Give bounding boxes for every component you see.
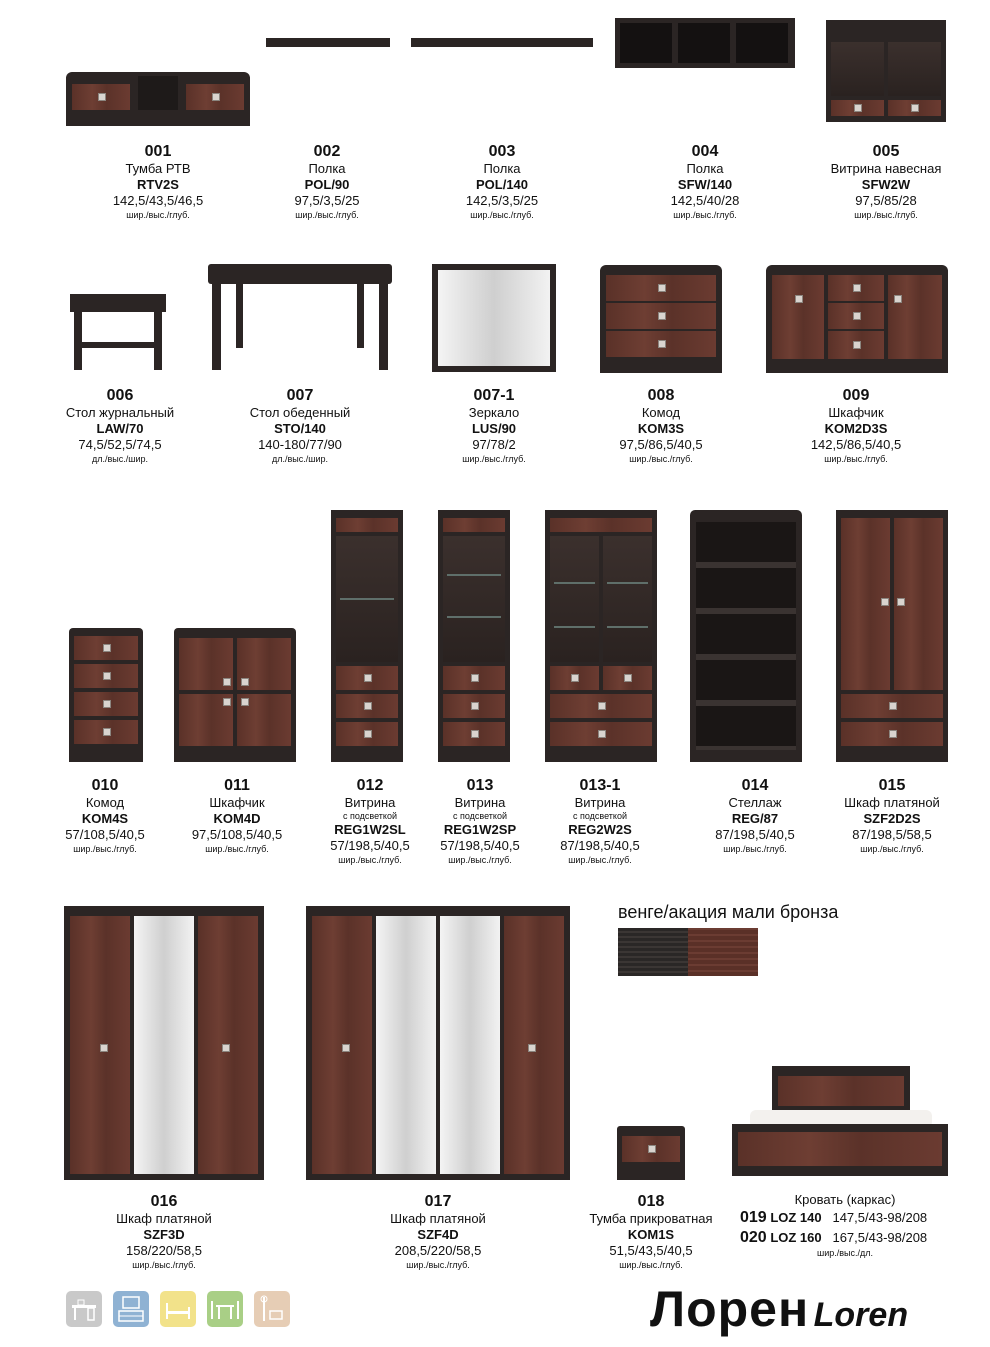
item-code: 014: [741, 777, 769, 794]
item-dims: 142,5/3,5/25: [465, 193, 539, 208]
cabinet-4-doors-image: [174, 628, 296, 762]
item-model: LAW/70: [96, 421, 144, 436]
item-code: 005: [872, 143, 900, 160]
item-model: SZF2D2S: [863, 811, 921, 826]
item-name: Шкаф платяной: [116, 1211, 212, 1226]
item-name: Шкаф платяной: [844, 795, 940, 810]
bed-row-020: [740, 1228, 950, 1248]
item-subtitle: с подсветкой: [452, 811, 507, 821]
item-name: Стол обеденный: [249, 405, 351, 420]
item-code: 017: [424, 1193, 452, 1210]
product-016: [89, 1193, 239, 1271]
item-name: Стол журнальный: [65, 405, 175, 420]
product-007-1: [419, 387, 569, 465]
item-code: 013-1: [579, 777, 621, 794]
item-dims: 97,5/86,5/40,5: [619, 437, 703, 452]
item-code: 018: [637, 1193, 665, 1210]
product-006: [45, 387, 195, 465]
item-name: Полка: [308, 161, 346, 176]
item-dims: 142,5/40/28: [670, 193, 740, 208]
item-subtitle: с подсветкой: [572, 811, 627, 821]
logo-text-en: Loren: [813, 1296, 909, 1334]
product-010: [40, 777, 170, 855]
item-model: POL/140: [475, 177, 529, 192]
item-dims: 140-180/77/90: [258, 437, 342, 452]
product-009: [781, 387, 931, 465]
item-model: SFW/140: [677, 177, 733, 192]
item-dims: 57/108,5/40,5: [65, 827, 145, 842]
item-model: REG1W2SL: [334, 822, 406, 837]
item-dims: 97,5/3,5/25: [294, 193, 360, 208]
item-unit: дл./выс./шир.: [91, 454, 148, 464]
shelf-140-image: [411, 38, 593, 47]
item-dims: 97,5/85/28: [855, 193, 917, 208]
item-name: Зеркало: [468, 405, 520, 420]
item-unit: шир./выс./глуб.: [723, 844, 787, 854]
item-code: 008: [647, 387, 675, 404]
item-dims: 87/198,5/58,5: [852, 827, 932, 842]
acacia-swatch: [688, 928, 758, 976]
item-model: LUS/90: [471, 421, 517, 436]
item-model: REG1W2SP: [443, 822, 517, 837]
item-unit: шир./выс./глуб.: [470, 210, 534, 220]
product-017: [363, 1193, 513, 1271]
bed-row-019: [740, 1208, 950, 1228]
showcase-right-image: [438, 510, 510, 762]
item-dims: 87/198,5/40,5: [715, 827, 795, 842]
item-code: 011: [224, 777, 250, 794]
item-model: SZF4D: [417, 1227, 459, 1242]
item-model: KOM3S: [637, 421, 685, 436]
product-013: [420, 777, 540, 866]
item-unit: шир./выс./глуб.: [338, 855, 402, 865]
chest-4-drawers-image: [69, 628, 143, 762]
item-dims: 142,5/86,5/40,5: [810, 437, 902, 452]
product-018: [576, 1193, 726, 1271]
item-dims: 57/198,5/40,5: [330, 838, 410, 853]
item-model: REG2W2S: [568, 822, 632, 837]
bed-unit: шир./выс./дл.: [816, 1248, 873, 1258]
bed-dims: 167,5/43-98/208: [832, 1230, 928, 1245]
color-title: венге/акация мали бронза: [618, 902, 839, 922]
item-code: 002: [313, 143, 341, 160]
chest-3-drawers-image: [600, 265, 722, 373]
item-code: 016: [150, 1193, 178, 1210]
item-unit: шир./выс./глуб.: [295, 210, 359, 220]
product-014: [690, 777, 820, 855]
item-unit: шир./выс./глуб.: [619, 1260, 683, 1270]
product-004: [630, 143, 780, 221]
item-unit: шир./выс./глуб.: [860, 844, 924, 854]
item-model: SFW2W: [861, 177, 911, 192]
product-011: [172, 777, 302, 855]
item-model: KOM2D3S: [824, 421, 888, 436]
item-unit: шир./выс./глуб.: [568, 855, 632, 865]
bookcase-image: [690, 510, 802, 762]
item-model: REG/87: [731, 811, 779, 826]
wall-shelf-image: [615, 18, 795, 68]
product-015: [827, 777, 957, 855]
tv-cabinet-icon: [113, 1291, 149, 1327]
showcase-left-image: [331, 510, 403, 762]
item-unit: шир./выс./глуб.: [448, 855, 512, 865]
item-code: 015: [878, 777, 906, 794]
bed-model: LOZ 160: [770, 1230, 822, 1245]
item-unit: шир./выс./глуб.: [126, 210, 190, 220]
item-name: Полка: [686, 161, 724, 176]
sideboard-image: [766, 265, 948, 373]
product-013-1: [540, 777, 660, 866]
item-code: 007-1: [473, 387, 515, 404]
item-name: Стеллаж: [728, 795, 782, 810]
item-unit: шир./выс./глуб.: [462, 454, 526, 464]
tv-stand-image: [66, 72, 250, 126]
product-012: [310, 777, 430, 866]
showcase-double-image: [545, 510, 657, 762]
item-model: KOM1S: [627, 1227, 675, 1242]
hanging-showcase-image: [826, 20, 946, 122]
product-002: [252, 143, 402, 221]
bed-title: Кровать (каркас): [794, 1192, 896, 1207]
item-model: KOM4S: [81, 811, 129, 826]
item-model: POL/90: [304, 177, 350, 192]
bed-model: LOZ 140: [770, 1210, 822, 1225]
item-unit: шир./выс./глуб.: [406, 1260, 470, 1270]
item-dims: 87/198,5/40,5: [560, 838, 640, 853]
item-code: 001: [144, 143, 172, 160]
item-unit: шир./выс./глуб.: [205, 844, 269, 854]
shelf-90-image: [266, 38, 390, 47]
item-name: Шкаф платяной: [390, 1211, 486, 1226]
coffee-table-image: [70, 294, 166, 370]
item-dims: 142,5/43,5/46,5: [112, 193, 204, 208]
bed-icon: [160, 1291, 196, 1327]
item-code: 009: [842, 387, 870, 404]
item-model: SZF3D: [143, 1227, 185, 1242]
nightstand-image: [617, 1126, 685, 1180]
item-unit: шир./выс./глуб.: [73, 844, 137, 854]
item-dims: 57/198,5/40,5: [440, 838, 520, 853]
product-005: [806, 143, 966, 221]
product-007: [225, 387, 375, 465]
office-desk-icon: [66, 1291, 102, 1327]
item-dims: 97/78/2: [472, 437, 516, 452]
item-name: Тумба РТВ: [125, 161, 191, 176]
item-unit: шир./выс./глуб.: [854, 210, 918, 220]
bed-info: [740, 1192, 950, 1258]
item-name: Полка: [483, 161, 521, 176]
item-model: RTV2S: [137, 177, 179, 192]
dining-table-image: [208, 264, 392, 370]
hallway-icon: [254, 1291, 290, 1327]
item-unit: шир./выс./глуб.: [673, 210, 737, 220]
item-dims: 158/220/58,5: [126, 1243, 202, 1258]
item-code: 007: [286, 387, 314, 404]
product-008: [586, 387, 736, 465]
item-dims: 51,5/43,5/40,5: [609, 1243, 693, 1258]
dining-set-icon: [207, 1291, 243, 1327]
wardrobe-2-doors-image: [836, 510, 948, 762]
item-dims: 208,5/220/58,5: [394, 1243, 482, 1258]
item-unit: шир./выс./глуб.: [132, 1260, 196, 1270]
item-unit: дл./выс./шир.: [271, 454, 328, 464]
item-code: 013: [466, 777, 494, 794]
item-code: 003: [488, 143, 516, 160]
product-003: [427, 143, 577, 221]
item-code: 004: [691, 143, 719, 160]
item-name: Комод: [85, 795, 125, 810]
product-001: [83, 143, 233, 221]
item-model: KOM4D: [213, 811, 261, 826]
item-code: 012: [356, 777, 384, 794]
item-unit: шир./выс./глуб.: [824, 454, 888, 464]
item-unit: шир./выс./глуб.: [629, 454, 693, 464]
item-name: Комод: [641, 405, 681, 420]
item-name: Витрина: [344, 795, 396, 810]
item-name: Витрина: [574, 795, 626, 810]
bed-image: [730, 1066, 950, 1180]
item-dims: 74,5/52,5/74,5: [78, 437, 162, 452]
bed-code: 019: [740, 1209, 767, 1226]
item-dims: 97,5/108,5/40,5: [191, 827, 283, 842]
item-name: Тумба прикроватная: [589, 1211, 713, 1226]
item-name: Витрина навесная: [830, 161, 942, 176]
bed-dims: 147,5/43-98/208: [832, 1210, 928, 1225]
brand-logo: [650, 1280, 908, 1338]
item-name: Шкафчик: [828, 405, 884, 420]
wardrobe-4-doors-image: [306, 906, 570, 1180]
item-name: Шкафчик: [209, 795, 265, 810]
wardrobe-3-doors-image: [64, 906, 264, 1180]
item-subtitle: с подсветкой: [342, 811, 397, 821]
bed-code: 020: [740, 1229, 767, 1246]
logo-text-ru: Лорен: [650, 1281, 810, 1337]
wenge-swatch: [618, 928, 688, 976]
mirror-image: [432, 264, 556, 372]
item-code: 006: [106, 387, 134, 404]
item-model: STO/140: [274, 421, 326, 436]
item-name: Витрина: [454, 795, 506, 810]
item-code: 010: [91, 777, 119, 794]
